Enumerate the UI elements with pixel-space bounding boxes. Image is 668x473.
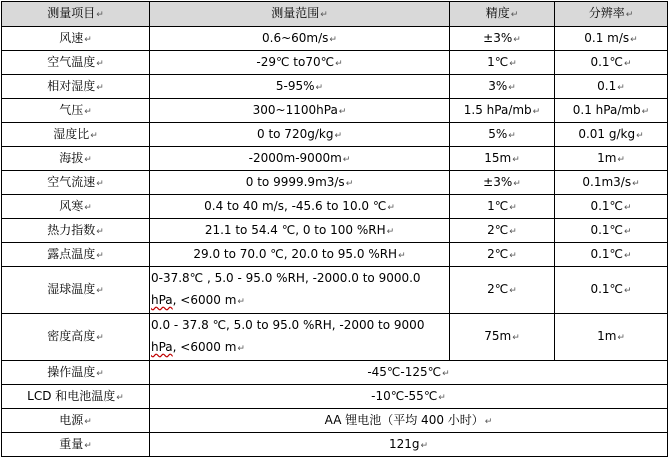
cell-item: 电源↵	[2, 409, 150, 433]
header-accuracy: 精度↵	[450, 2, 555, 27]
table-row	[2, 243, 668, 267]
cell-accuracy: 1℃↵	[450, 195, 555, 219]
cell-accuracy: 2℃↵	[450, 219, 555, 243]
cell-accuracy: ±3%↵	[450, 27, 555, 51]
table-row	[2, 195, 668, 219]
cell-accuracy: 1℃↵	[450, 51, 555, 75]
cell-value: AA 锂电池（平均 400 小时）↵	[150, 409, 668, 433]
cell-item: 空气流速↵	[2, 171, 150, 195]
header-row	[2, 2, 668, 27]
cell-accuracy: 3%↵	[450, 75, 555, 99]
cell-item: 操作温度↵	[2, 361, 150, 385]
cell-accuracy: 15m↵	[450, 147, 555, 171]
cell-item: 风速↵	[2, 27, 150, 51]
cell-resolution: 0.1 hPa/mb↵	[555, 99, 668, 123]
table-row	[2, 27, 668, 51]
cell-resolution: 1m↵	[555, 314, 668, 361]
cell-item: 露点温度↵	[2, 243, 150, 267]
cell-resolution: 0.1℃↵	[555, 243, 668, 267]
cell-range: 5-95%↵	[150, 75, 450, 99]
table-row	[2, 219, 668, 243]
cell-value: -10℃-55℃↵	[150, 385, 668, 409]
table-row	[2, 99, 668, 123]
cell-range: 0 to 9999.9m3/s↵	[150, 171, 450, 195]
table-row	[2, 267, 668, 314]
table-row	[2, 314, 668, 361]
cell-accuracy: 1.5 hPa/mb↵	[450, 99, 555, 123]
table-row	[2, 123, 668, 147]
cell-range: 29.0 to 70.0 ℃, 20.0 to 95.0 %RH↵	[150, 243, 450, 267]
cell-accuracy: 2℃↵	[450, 267, 555, 314]
cell-value: -45℃-125℃↵	[150, 361, 668, 385]
cell-item: 相对湿度↵	[2, 75, 150, 99]
cell-item: 风寒↵	[2, 195, 150, 219]
cell-accuracy: 5%↵	[450, 123, 555, 147]
table-row	[2, 51, 668, 75]
cell-accuracy: 2℃↵	[450, 243, 555, 267]
cell-range: 0.6~60m/s↵	[150, 27, 450, 51]
cell-item: 湿度比↵	[2, 123, 150, 147]
table-row	[2, 171, 668, 195]
cell-range: 0-37.8℃ , 5.0 - 95.0 %RH, -2000.0 to 9000.0 hPa, <6000 m↵	[150, 267, 450, 314]
cell-item: 热力指数↵	[2, 219, 150, 243]
cell-resolution: 0.1℃↵	[555, 51, 668, 75]
cell-resolution: 0.1℃↵	[555, 195, 668, 219]
cell-resolution: 0.01 g/kg↵	[555, 123, 668, 147]
cell-resolution: 1m↵	[555, 147, 668, 171]
cell-resolution: 0.1℃↵	[555, 219, 668, 243]
cell-value: 121g↵	[150, 433, 668, 457]
cell-range: -29℃ to70℃↵	[150, 51, 450, 75]
table-row	[2, 75, 668, 99]
cell-range: 300~1100hPa↵	[150, 99, 450, 123]
cell-accuracy: 75m↵	[450, 314, 555, 361]
table-row	[2, 147, 668, 171]
cell-accuracy: ±3%↵	[450, 171, 555, 195]
cell-item: 气压↵	[2, 99, 150, 123]
cell-item: 海拔↵	[2, 147, 150, 171]
header-resolution: 分辨率↵	[555, 2, 668, 27]
header-item: 测量项目↵	[2, 2, 150, 27]
table-row	[2, 361, 668, 385]
cell-item: 重量↵	[2, 433, 150, 457]
cell-range: -2000m-9000m↵	[150, 147, 450, 171]
table-row	[2, 409, 668, 433]
cell-resolution: 0.1m3/s↵	[555, 171, 668, 195]
cell-item: 空气温度↵	[2, 51, 150, 75]
cell-range: 21.1 to 54.4 ℃, 0 to 100 %RH↵	[150, 219, 450, 243]
cell-resolution: 0.1℃↵	[555, 267, 668, 314]
cell-item: 密度高度↵	[2, 314, 150, 361]
cell-resolution: 0.1 m/s↵	[555, 27, 668, 51]
cell-range: 0.0 - 37.8 ℃, 5.0 to 95.0 %RH, -2000 to 9000 hPa, <6000 m↵	[150, 314, 450, 361]
cell-range: 0 to 720g/kg↵	[150, 123, 450, 147]
cell-item: 湿球温度↵	[2, 267, 150, 314]
cell-range: 0.4 to 40 m/s, -45.6 to 10.0 ℃↵	[150, 195, 450, 219]
spec-table	[1, 1, 668, 457]
cell-resolution: 0.1↵	[555, 75, 668, 99]
header-range: 测量范围↵	[150, 2, 450, 27]
table-row	[2, 385, 668, 409]
table-row	[2, 433, 668, 457]
cell-item: LCD 和电池温度↵	[2, 385, 150, 409]
